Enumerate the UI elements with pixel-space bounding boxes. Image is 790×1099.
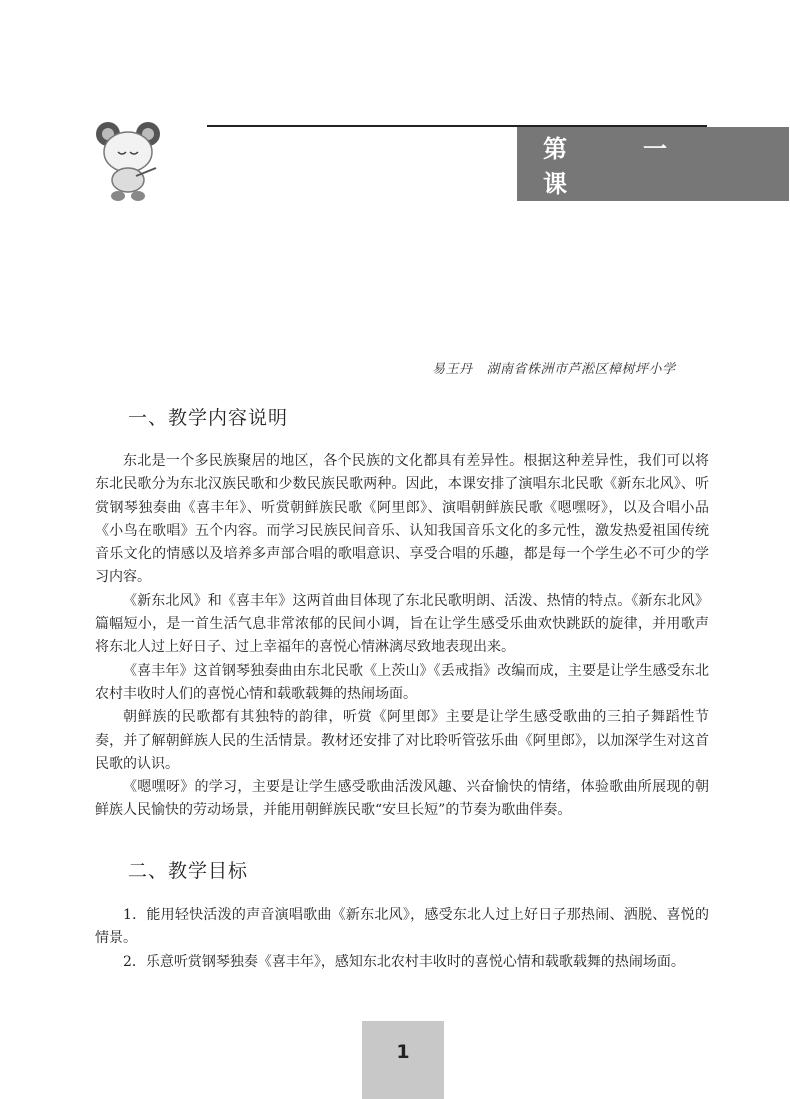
section-content-body [95, 450, 709, 823]
author-line [432, 358, 712, 377]
page-number: 1 [362, 1021, 444, 1099]
section-objectives-body [95, 904, 709, 974]
paragraph: 《喜丰年》这首钢琴独奏曲由东北民歌《上茨山》《丢戒指》改编而成，主要是让学生感受东北农村丰收时人们的喜悦心情和载歌载舞的热闹场面。 [95, 662, 709, 702]
section-heading-content: 一、教学内容说明 [128, 407, 289, 429]
section-heading-objectives: 二、教学目标 [128, 860, 249, 882]
author-name: 易王丹 [432, 362, 473, 377]
paragraph: 东北是一个多民族聚居的地区，各个民族的文化都具有差异性。根据这种差异性，我们可以将东北民歌分为东北汉族民歌和少数民族民歌两种。因此，本课安排了演唱东北民歌《新东北风》、听赏钢琴独奏曲《喜丰年》、听赏朝鲜族民歌《阿里郎》、演唱朝鲜族民歌《嗯嘿呀》，以及合唱小品《小鸟在歌唱》五个内容。而学习民族民间音乐、认知我国音乐文化的多元性，激发热爱祖国传统音乐文化的情感以及培养多声部合唱的歌唱意识、享受合唱的乐趣，都是每一个学生必不可少的学习内容。 [95, 453, 709, 586]
lesson-title: 第 一 课 [517, 127, 789, 201]
paragraph: 朝鲜族的民歌都有其独特的韵律，听赏《阿里郎》主要是让学生感受歌曲的三拍子舞蹈性节奏，并了解朝鲜族人民的生活情景。教材还安排了对比聆听管弦乐曲《阿里郎》，以加深学生对这首民歌的认识。 [95, 709, 709, 772]
cartoon-sheep-mascot-icon [92, 118, 164, 204]
objective-item: 2．乐意听赏钢琴独奏《喜丰年》，感知东北农村丰收时的喜悦心情和载歌载舞的热闹场面。 [123, 953, 685, 970]
objective-item: 1．能用轻快活泼的声音演唱歌曲《新东北风》，感受东北人过上好日子那热闹、洒脱、喜悦的情景。 [95, 907, 709, 947]
author-school: 湖南省株洲市芦淞区樟树坪小学 [486, 362, 676, 377]
paragraph: 《新东北风》和《喜丰年》这两首曲目体现了东北民歌明朗、活泼、热情的特点。《新东北风》篇幅短小，是一首生活气息非常浓郁的民间小调，旨在让学生感受乐曲欢快跳跃的旋律，并用歌声将东北人过上好日子、过上幸福年的喜悦心情淋漓尽致地表现出来。 [95, 592, 709, 656]
paragraph: 《嗯嘿呀》的学习，主要是让学生感受歌曲活泼风趣、兴奋愉快的情绪，体验歌曲所展现的朝鲜族人民愉快的劳动场景，并能用朝鲜族民歌“安旦长短”的节奏为歌曲伴奏。 [95, 779, 709, 819]
